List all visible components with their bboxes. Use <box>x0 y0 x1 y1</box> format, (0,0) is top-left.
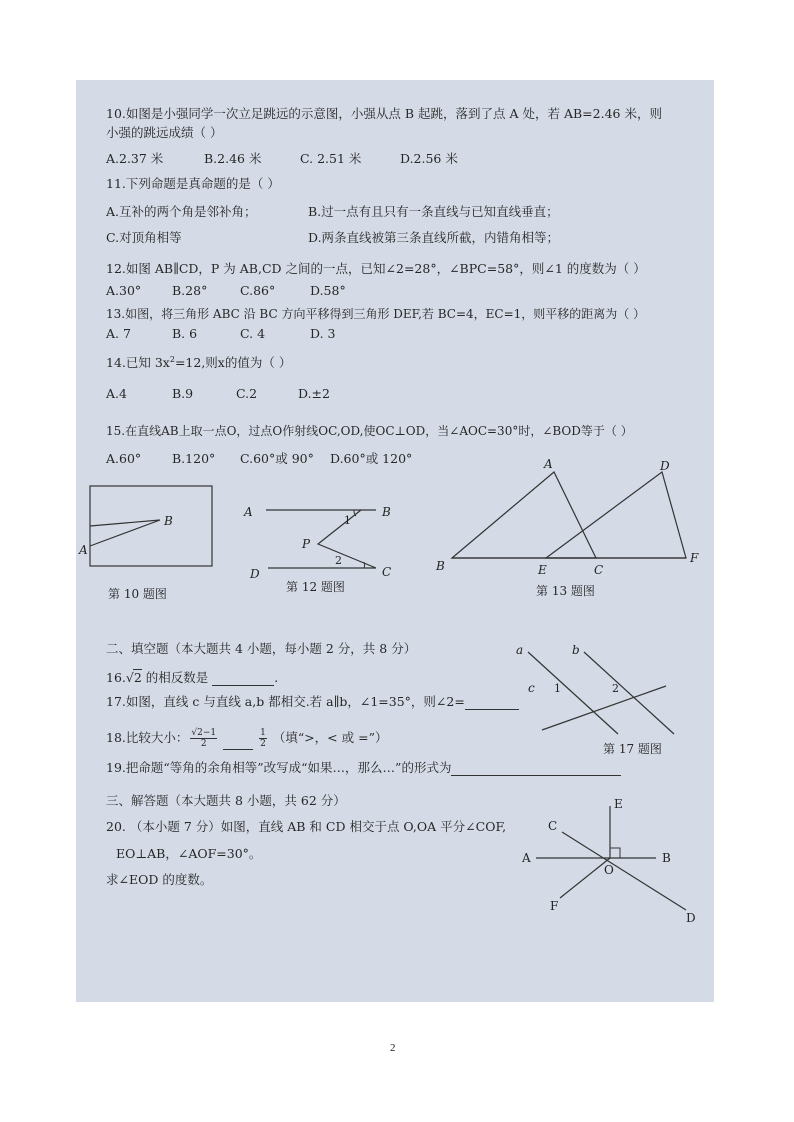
fig13-label-e: E <box>538 563 547 577</box>
fig12-caption: 第 12 题图 <box>286 580 345 594</box>
q12-option-b: B.28° <box>172 283 208 298</box>
fig12-label-p: P <box>302 537 311 551</box>
q13-option-d: D. 3 <box>310 326 336 341</box>
q15-option-c: C.60°或 90° <box>240 451 314 466</box>
q10-line2: 小强的跳远成绩（ ） <box>106 125 223 140</box>
page-number: 2 <box>390 1042 396 1054</box>
fig17-line-b <box>584 652 674 734</box>
fig20-line-cd <box>562 832 686 910</box>
q17-answer-blank[interactable] <box>465 709 519 710</box>
q13-option-a: A. 7 <box>106 326 131 341</box>
q13-stem: 13.如图，将三角形 ABC 沿 BC 方向平移得到三角形 DEF,若 BC=4，EC=1，则平移的距离为（ ） <box>106 307 646 321</box>
fig13-label-a: A <box>544 457 553 471</box>
q15-option-d: D.60°或 120° <box>330 451 413 466</box>
figure-13 <box>426 458 706 578</box>
q14-option-a: A.4 <box>106 386 127 401</box>
fig20-label-e: E <box>614 797 623 811</box>
q20-line1: 20. （本小题 7 分）如图，直线 AB 和 CD 相交于点 O,OA 平分∠COF, <box>106 819 507 834</box>
section3-heading: 三、解答题（本大题共 8 小题，共 62 分） <box>106 793 346 808</box>
exam-sheet <box>76 80 714 1002</box>
fig20-ray-of <box>560 858 610 898</box>
fig17-line-a <box>528 652 618 734</box>
q17-text: 17.如图，直线 c 与直线 a,b 都相交.若 a∥b，∠1=35°，则∠2= <box>106 694 519 710</box>
figure-12 <box>236 498 406 581</box>
q13-option-c: C. 4 <box>240 326 266 341</box>
fig13-label-b: B <box>436 559 445 573</box>
fig20-label-b: B <box>662 851 671 865</box>
q10-option-b: B.2.46 米 <box>204 151 262 166</box>
q12-option-a: A.30° <box>106 283 142 298</box>
q12-stem: 12.如图 AB∥CD，P 为 AB,CD 之间的一点，已知∠2=28°，∠BPC=58°，则∠1 的度数为（ ） <box>106 261 646 276</box>
q10-line1: 10.如图是小强同学一次立足跳远的示意图，小强从点 B 起跳，落到了点 A 处，若 AB=2.46 米，则 <box>106 106 662 121</box>
fig10-caption: 第 10 题图 <box>108 587 167 601</box>
fig12-label-2: 2 <box>335 554 342 567</box>
fig13-label-f: F <box>690 551 699 565</box>
fig17-label-b: b <box>572 643 580 657</box>
fig12-label-c: C <box>382 565 392 579</box>
q10-option-d: D.2.56 米 <box>400 151 458 166</box>
q18-answer-blank[interactable] <box>223 749 253 750</box>
fig10-label-a: A <box>79 543 88 557</box>
q12-option-c: C.86° <box>240 283 276 298</box>
figure-20 <box>516 798 706 928</box>
q10-option-c: C. 2.51 米 <box>300 151 362 166</box>
q18-text: 18.比较大小： $\frac{√2-1}{2}$ $\frac{1}{2}$ （填“>，< 或 =”） <box>106 728 388 749</box>
q11-option-a: A.互补的两个角是邻补角； <box>106 204 257 219</box>
fig13-label-d: D <box>660 459 670 473</box>
fig20-label-a: A <box>522 851 531 865</box>
q18-fraction-left: $\frac{√2-1}{2}$ <box>191 728 217 749</box>
figure-17 <box>514 640 684 736</box>
q15-stem: 15.在直线AB上取一点O，过点O作射线OC,OD,使OC⊥OD，当∠AOC=30°时，∠BOD等于（ ） <box>106 424 633 438</box>
fig13-triangle-abc <box>452 472 596 558</box>
fig20-label-d: D <box>686 911 696 925</box>
fig10-top-line <box>90 520 160 526</box>
q11-option-d: D.两条直线被第三条直线所截，内错角相等； <box>308 230 560 245</box>
fig12-label-a: A <box>244 505 253 519</box>
fig20-label-c: C <box>548 819 558 833</box>
fig20-right-angle-mark <box>610 848 620 858</box>
q11-option-c: C.对顶角相等 <box>106 230 182 245</box>
q14-option-b: B.9 <box>172 386 194 401</box>
q14-option-d: D.±2 <box>298 386 330 401</box>
q11-stem: 11.下列命题是真命题的是（ ） <box>106 176 280 191</box>
figure-10 <box>76 480 226 570</box>
fig13-caption: 第 13 题图 <box>536 584 595 598</box>
fig10-label-b: B <box>164 514 173 528</box>
fig13-triangle-def <box>546 472 686 558</box>
fig10-jump-line <box>90 520 160 546</box>
q14-option-c: C.2 <box>236 386 258 401</box>
fig17-label-a: a <box>516 643 524 657</box>
fig12-angle2-arc <box>364 562 365 568</box>
fig20-label-f: F <box>550 899 559 913</box>
fig12-label-1: 1 <box>344 514 351 527</box>
q15-option-b: B.120° <box>172 451 216 466</box>
section2-heading: 二、填空题（本大题共 4 小题，每小题 2 分，共 8 分） <box>106 641 417 656</box>
q11-option-b: B.过一点有且只有一条直线与已知直线垂直； <box>308 204 559 219</box>
fig10-box <box>90 486 212 566</box>
fig17-label-2: 2 <box>612 682 619 695</box>
q16-text: 16.√2 的相反数是 . <box>106 670 279 685</box>
q20-line2: EO⊥AB，∠AOF=30°。 <box>116 846 262 861</box>
q20-line3: 求∠EOD 的度数。 <box>106 872 213 887</box>
q14-stem: 14.已知 $3x^2=12$,则x的值为（ ） <box>106 355 292 371</box>
q10-option-a: A.2.37 米 <box>106 151 164 166</box>
q12-option-d: D.58° <box>310 283 346 298</box>
fig20-label-o: O <box>604 863 614 877</box>
fig13-label-c: C <box>594 563 604 577</box>
fig17-label-c: c <box>528 681 535 695</box>
fig17-caption: 第 17 题图 <box>603 742 662 756</box>
q13-option-b: B. 6 <box>172 326 198 341</box>
q16-answer-blank[interactable] <box>212 685 274 686</box>
q18-fraction-right: $\frac{1}{2}$ <box>260 728 266 749</box>
q15-option-a: A.60° <box>106 451 142 466</box>
q19-answer-blank[interactable] <box>451 775 621 776</box>
fig12-label-b: B <box>382 505 391 519</box>
fig12-label-d: D <box>250 567 260 581</box>
q19-text: 19.把命题“等角的余角相等”改写成“如果…，那么…”的形式为 <box>106 760 621 776</box>
fig17-label-1: 1 <box>554 682 561 695</box>
